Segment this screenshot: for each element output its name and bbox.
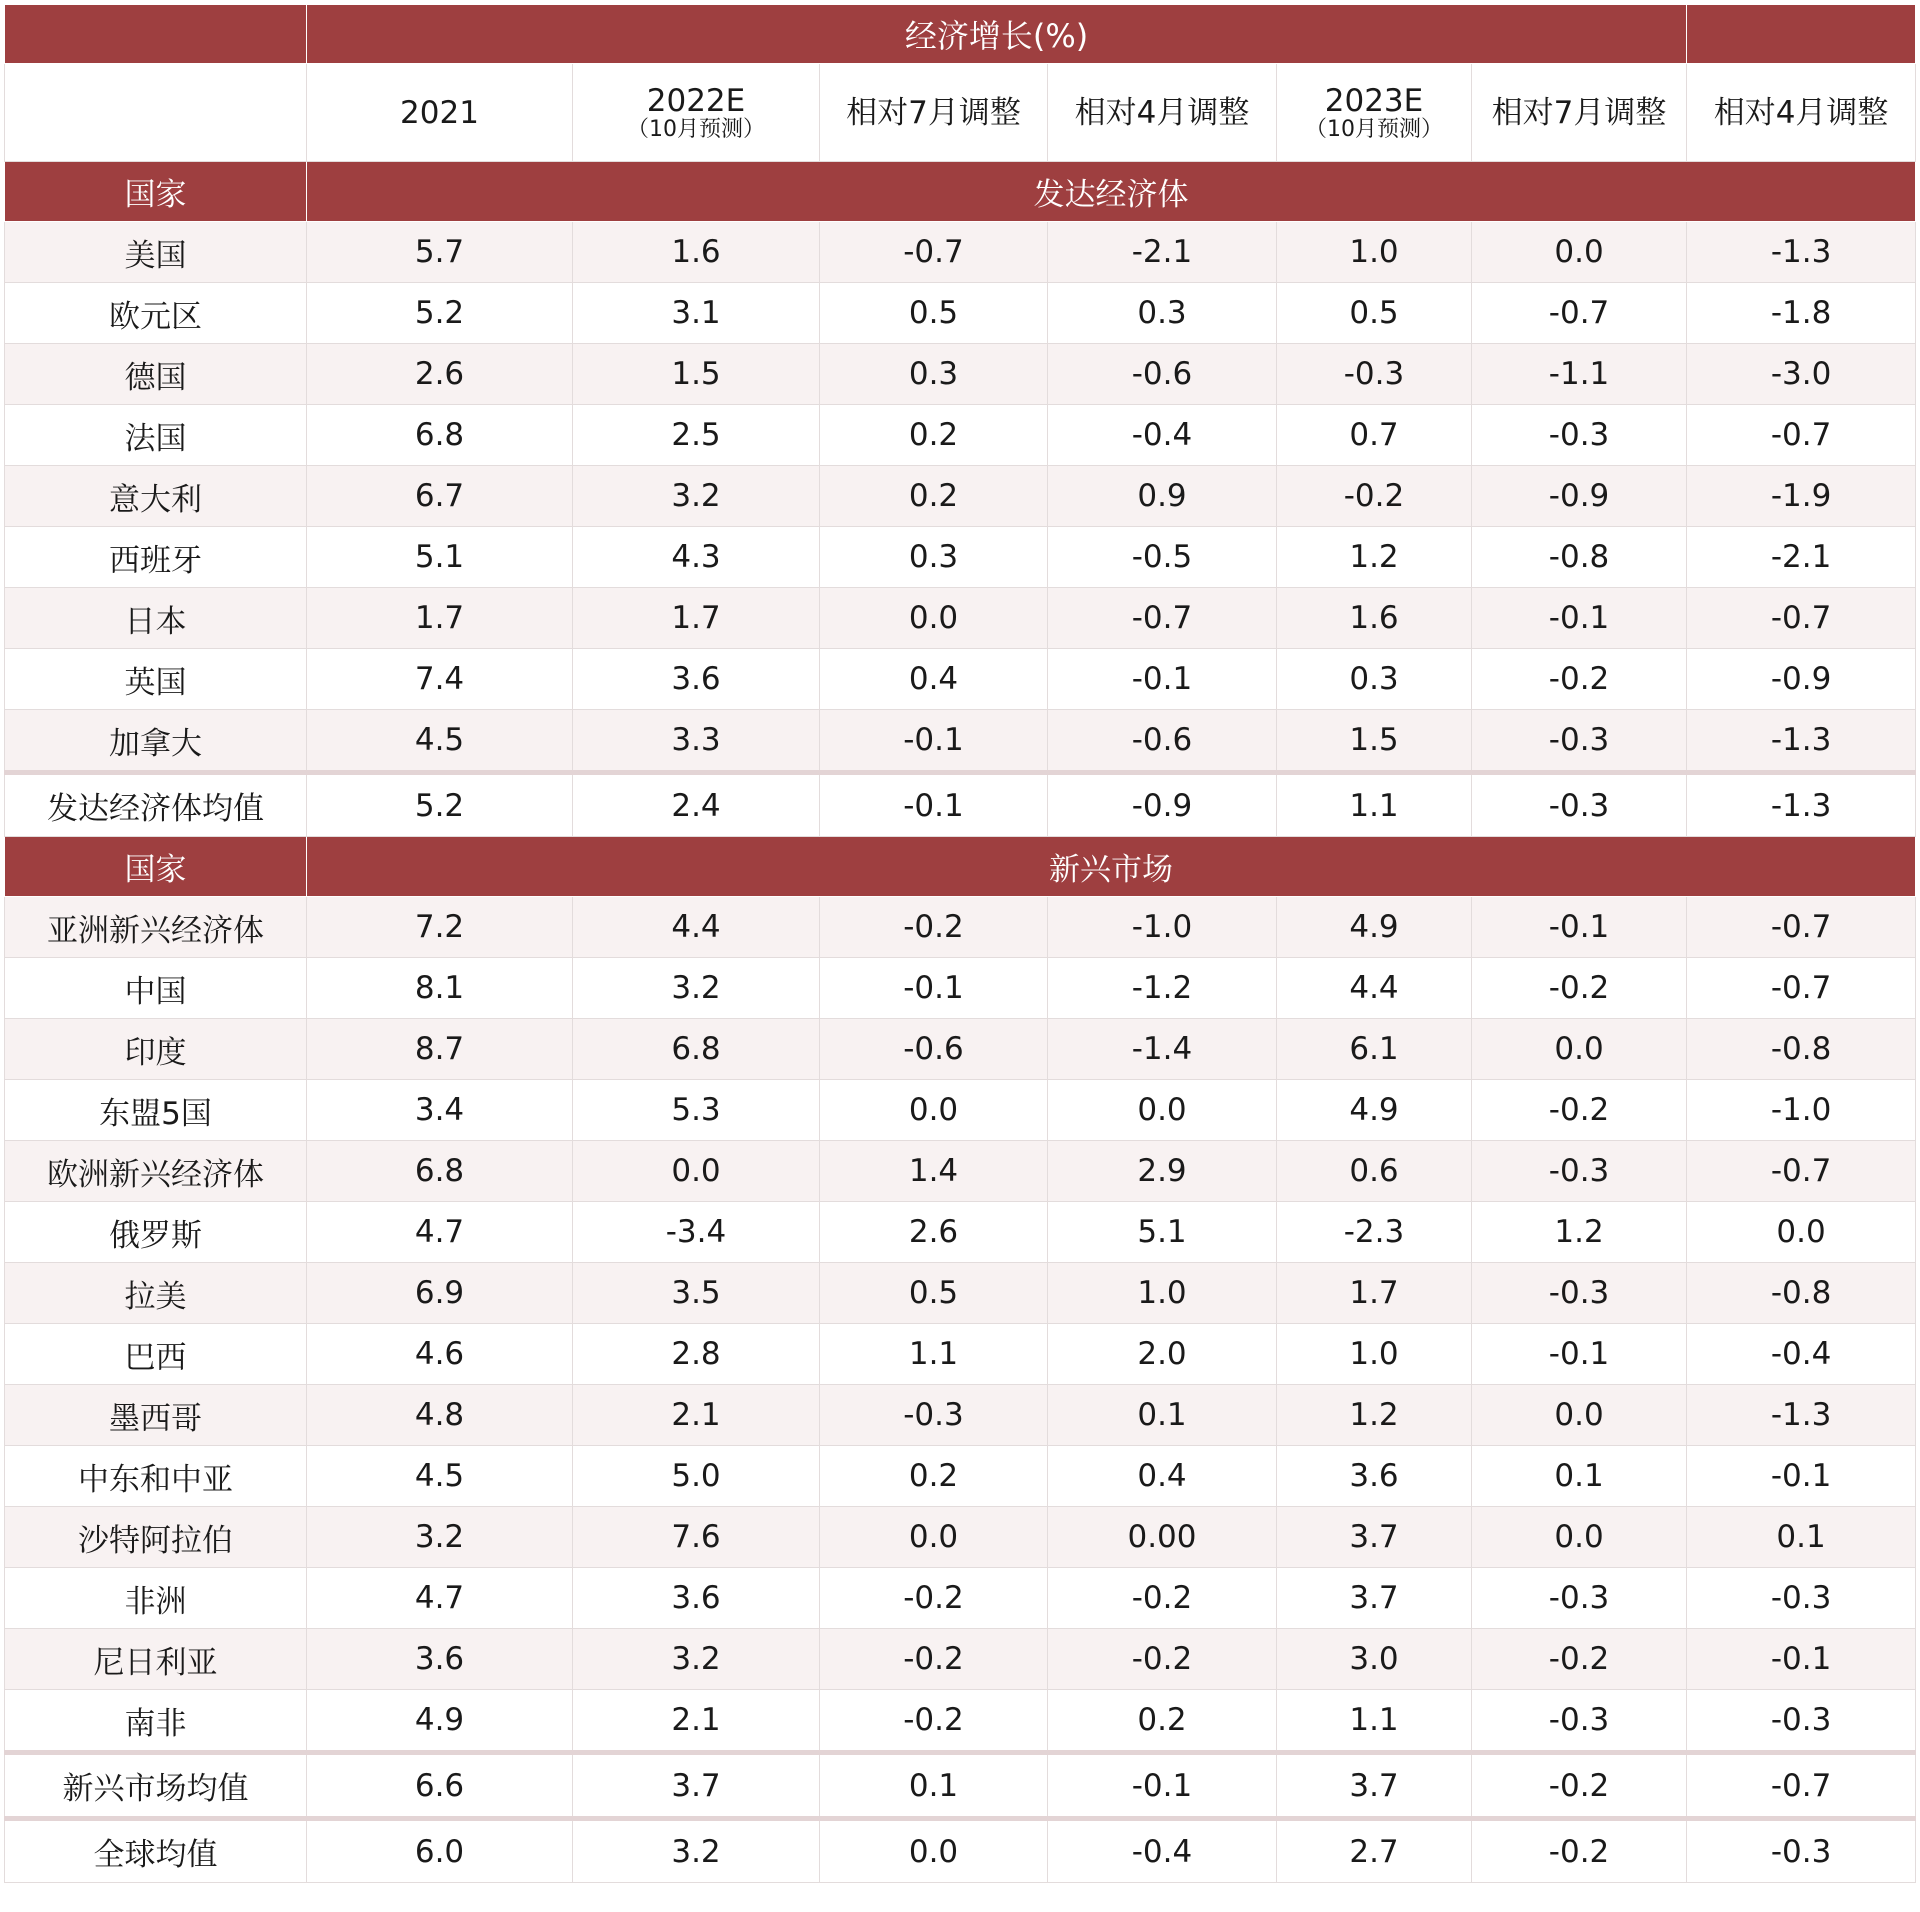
value-cell: -0.8 xyxy=(1687,1019,1916,1080)
table-row xyxy=(5,1019,1916,1080)
table-row xyxy=(5,958,1916,1019)
country-name: 巴西 xyxy=(5,1324,307,1385)
value-cell: -0.2 xyxy=(1472,1629,1687,1690)
value-cell: 0.0 xyxy=(820,588,1048,649)
value-cell: 6.8 xyxy=(573,1019,820,1080)
column-header xyxy=(307,64,573,162)
value-cell: 1.7 xyxy=(1277,1263,1472,1324)
value-cell: 1.7 xyxy=(573,588,820,649)
value-cell: 4.9 xyxy=(307,1690,573,1753)
value-cell: 1.6 xyxy=(1277,588,1472,649)
value-cell: -0.2 xyxy=(820,1629,1048,1690)
country-name: 意大利 xyxy=(5,466,307,527)
country-name: 南非 xyxy=(5,1690,307,1753)
value-cell: 1.1 xyxy=(1277,1690,1472,1753)
table-row xyxy=(5,1080,1916,1141)
value-cell: 5.2 xyxy=(307,773,573,837)
column-header xyxy=(1048,64,1277,162)
value-cell: 0.0 xyxy=(1472,222,1687,283)
value-cell: 0.0 xyxy=(1472,1507,1687,1568)
value-cell: -0.3 xyxy=(1472,773,1687,837)
column-header-row xyxy=(5,64,1916,162)
value-cell: 2.4 xyxy=(573,773,820,837)
average-name: 全球均值 xyxy=(5,1819,307,1883)
country-name: 沙特阿拉伯 xyxy=(5,1507,307,1568)
country-name: 中东和中亚 xyxy=(5,1446,307,1507)
value-cell: -3.4 xyxy=(573,1202,820,1263)
value-cell: 3.7 xyxy=(1277,1753,1472,1819)
value-cell: 2.6 xyxy=(307,344,573,405)
value-cell: 0.3 xyxy=(820,527,1048,588)
value-cell: 1.0 xyxy=(1277,222,1472,283)
value-cell: 6.9 xyxy=(307,1263,573,1324)
value-cell: 8.7 xyxy=(307,1019,573,1080)
value-cell: 0.1 xyxy=(1472,1446,1687,1507)
value-cell: -0.7 xyxy=(1687,958,1916,1019)
value-cell: 0.0 xyxy=(820,1819,1048,1883)
value-cell: 0.3 xyxy=(820,344,1048,405)
value-cell: -0.2 xyxy=(1048,1568,1277,1629)
value-cell: -0.8 xyxy=(1472,527,1687,588)
value-cell: -0.4 xyxy=(1687,1324,1916,1385)
value-cell: 3.2 xyxy=(307,1507,573,1568)
value-cell: -0.3 xyxy=(1472,1263,1687,1324)
value-cell: 1.1 xyxy=(820,1324,1048,1385)
value-cell: -1.0 xyxy=(1048,897,1277,958)
table-row xyxy=(5,1629,1916,1690)
value-cell: 3.2 xyxy=(573,958,820,1019)
value-cell: 3.7 xyxy=(573,1753,820,1819)
value-cell: 6.0 xyxy=(307,1819,573,1883)
value-cell: 4.9 xyxy=(1277,897,1472,958)
value-cell: 0.3 xyxy=(1048,283,1277,344)
value-cell: 3.6 xyxy=(573,649,820,710)
column-header-label: 2023E xyxy=(1324,82,1424,119)
value-cell: 4.9 xyxy=(1277,1080,1472,1141)
country-name: 英国 xyxy=(5,649,307,710)
value-cell: -0.3 xyxy=(1472,1141,1687,1202)
value-cell: -0.7 xyxy=(1048,588,1277,649)
value-cell: -0.6 xyxy=(820,1019,1048,1080)
value-cell: -0.1 xyxy=(1472,1324,1687,1385)
column-header xyxy=(1472,64,1687,162)
value-cell: -0.3 xyxy=(1277,344,1472,405)
value-cell: 0.3 xyxy=(1277,649,1472,710)
table-row xyxy=(5,222,1916,283)
value-cell: 4.7 xyxy=(307,1202,573,1263)
value-cell: 8.1 xyxy=(307,958,573,1019)
value-cell: -1.9 xyxy=(1687,466,1916,527)
value-cell: 2.0 xyxy=(1048,1324,1277,1385)
value-cell: 0.5 xyxy=(820,1263,1048,1324)
value-cell: -0.2 xyxy=(1048,1629,1277,1690)
value-cell: -1.4 xyxy=(1048,1019,1277,1080)
title-row xyxy=(5,5,1916,64)
value-cell: -0.1 xyxy=(1472,588,1687,649)
value-cell: -0.8 xyxy=(1687,1263,1916,1324)
value-cell: -0.4 xyxy=(1048,405,1277,466)
value-cell: 1.4 xyxy=(820,1141,1048,1202)
value-cell: 5.0 xyxy=(573,1446,820,1507)
value-cell: 3.7 xyxy=(1277,1507,1472,1568)
value-cell: -1.3 xyxy=(1687,1385,1916,1446)
average-row xyxy=(5,773,1916,837)
value-cell: -0.7 xyxy=(1472,283,1687,344)
value-cell: -0.2 xyxy=(1277,466,1472,527)
country-name: 中国 xyxy=(5,958,307,1019)
value-cell: -0.3 xyxy=(1472,1690,1687,1753)
average-row xyxy=(5,1753,1916,1819)
value-cell: -2.1 xyxy=(1687,527,1916,588)
value-cell: 0.2 xyxy=(1048,1690,1277,1753)
value-cell: 3.6 xyxy=(1277,1446,1472,1507)
value-cell: 0.2 xyxy=(820,1446,1048,1507)
column-header xyxy=(1687,64,1916,162)
value-cell: 0.00 xyxy=(1048,1507,1277,1568)
value-cell: -2.3 xyxy=(1277,1202,1472,1263)
value-cell: 0.4 xyxy=(820,649,1048,710)
country-name: 西班牙 xyxy=(5,527,307,588)
table-title: 经济增长(%) xyxy=(307,5,1687,64)
value-cell: -1.8 xyxy=(1687,283,1916,344)
value-cell: -0.6 xyxy=(1048,710,1277,773)
country-name: 俄罗斯 xyxy=(5,1202,307,1263)
value-cell: 1.1 xyxy=(1277,773,1472,837)
table-row xyxy=(5,1263,1916,1324)
column-header-label: 相对7月调整 xyxy=(846,94,1021,131)
value-cell: 6.1 xyxy=(1277,1019,1472,1080)
value-cell: 0.4 xyxy=(1048,1446,1277,1507)
value-cell: -0.3 xyxy=(1687,1690,1916,1753)
country-name: 加拿大 xyxy=(5,710,307,773)
value-cell: -2.1 xyxy=(1048,222,1277,283)
value-cell: -1.3 xyxy=(1687,222,1916,283)
value-cell: 4.7 xyxy=(307,1568,573,1629)
value-cell: 4.6 xyxy=(307,1324,573,1385)
value-cell: -0.1 xyxy=(1048,1753,1277,1819)
value-cell: 2.5 xyxy=(573,405,820,466)
value-cell: -1.0 xyxy=(1687,1080,1916,1141)
value-cell: 0.0 xyxy=(1472,1385,1687,1446)
value-cell: -0.2 xyxy=(1472,649,1687,710)
value-cell: -0.3 xyxy=(820,1385,1048,1446)
column-header xyxy=(1277,64,1472,162)
value-cell: 0.0 xyxy=(820,1507,1048,1568)
country-name: 非洲 xyxy=(5,1568,307,1629)
value-cell: 3.6 xyxy=(307,1629,573,1690)
value-cell: 3.5 xyxy=(573,1263,820,1324)
table-row xyxy=(5,1690,1916,1753)
average-row xyxy=(5,1819,1916,1883)
value-cell: 2.1 xyxy=(573,1385,820,1446)
column-header-label: 2021 xyxy=(400,94,479,131)
country-name: 美国 xyxy=(5,222,307,283)
title-corner-cell xyxy=(5,5,307,64)
value-cell: 0.0 xyxy=(573,1141,820,1202)
value-cell: 5.3 xyxy=(573,1080,820,1141)
value-cell: 1.5 xyxy=(573,344,820,405)
table-row xyxy=(5,344,1916,405)
value-cell: 1.0 xyxy=(1277,1324,1472,1385)
title-end-cell xyxy=(1687,5,1916,64)
table-row xyxy=(5,1568,1916,1629)
average-name: 新兴市场均值 xyxy=(5,1753,307,1819)
value-cell: 1.5 xyxy=(1277,710,1472,773)
value-cell: 7.4 xyxy=(307,649,573,710)
value-cell: 6.7 xyxy=(307,466,573,527)
value-cell: -0.1 xyxy=(1472,897,1687,958)
value-cell: 5.2 xyxy=(307,283,573,344)
country-name: 欧洲新兴经济体 xyxy=(5,1141,307,1202)
value-cell: -0.2 xyxy=(820,897,1048,958)
section-title: 新兴市场 xyxy=(307,837,1916,897)
value-cell: 3.2 xyxy=(573,1629,820,1690)
value-cell: 0.6 xyxy=(1277,1141,1472,1202)
value-cell: 0.0 xyxy=(1472,1019,1687,1080)
value-cell: 0.5 xyxy=(1277,283,1472,344)
value-cell: 5.1 xyxy=(307,527,573,588)
column-header-corner xyxy=(5,64,307,162)
table-row xyxy=(5,283,1916,344)
value-cell: 6.6 xyxy=(307,1753,573,1819)
value-cell: -3.0 xyxy=(1687,344,1916,405)
table-row xyxy=(5,710,1916,773)
value-cell: 2.8 xyxy=(573,1324,820,1385)
country-name: 墨西哥 xyxy=(5,1385,307,1446)
value-cell: -0.7 xyxy=(1687,1753,1916,1819)
value-cell: -0.9 xyxy=(1687,649,1916,710)
value-cell: 4.4 xyxy=(1277,958,1472,1019)
value-cell: 0.2 xyxy=(820,466,1048,527)
value-cell: -0.1 xyxy=(1687,1446,1916,1507)
table-row xyxy=(5,1141,1916,1202)
value-cell: 1.0 xyxy=(1048,1263,1277,1324)
value-cell: 3.4 xyxy=(307,1080,573,1141)
value-cell: -1.1 xyxy=(1472,344,1687,405)
table-row xyxy=(5,649,1916,710)
value-cell: -0.7 xyxy=(820,222,1048,283)
section-header-row xyxy=(5,837,1916,897)
section-header-row xyxy=(5,162,1916,222)
table-row xyxy=(5,1385,1916,1446)
column-header-label: 相对4月调整 xyxy=(1713,94,1889,131)
growth-forecast-table xyxy=(4,4,1916,1883)
value-cell: -0.2 xyxy=(820,1568,1048,1629)
table-row xyxy=(5,1202,1916,1263)
value-cell: -0.5 xyxy=(1048,527,1277,588)
column-header xyxy=(820,64,1048,162)
value-cell: -0.2 xyxy=(1472,1080,1687,1141)
value-cell: -0.6 xyxy=(1048,344,1277,405)
value-cell: -0.3 xyxy=(1472,1568,1687,1629)
value-cell: 1.2 xyxy=(1277,527,1472,588)
value-cell: -0.7 xyxy=(1687,1141,1916,1202)
country-name: 法国 xyxy=(5,405,307,466)
value-cell: 0.1 xyxy=(820,1753,1048,1819)
value-cell: -0.1 xyxy=(820,773,1048,837)
value-cell: 3.6 xyxy=(573,1568,820,1629)
value-cell: 4.5 xyxy=(307,1446,573,1507)
column-header-label: 相对7月调整 xyxy=(1491,94,1667,131)
country-name: 印度 xyxy=(5,1019,307,1080)
value-cell: -0.3 xyxy=(1687,1568,1916,1629)
value-cell: 0.5 xyxy=(820,283,1048,344)
value-cell: 6.8 xyxy=(307,405,573,466)
country-name: 欧元区 xyxy=(5,283,307,344)
value-cell: -0.1 xyxy=(1048,649,1277,710)
value-cell: 4.8 xyxy=(307,1385,573,1446)
value-cell: 0.9 xyxy=(1048,466,1277,527)
value-cell: 4.4 xyxy=(573,897,820,958)
value-cell: 4.3 xyxy=(573,527,820,588)
country-column-label: 国家 xyxy=(5,162,307,222)
value-cell: -0.3 xyxy=(1687,1819,1916,1883)
value-cell: 0.0 xyxy=(820,1080,1048,1141)
value-cell: -0.7 xyxy=(1687,405,1916,466)
table-row xyxy=(5,527,1916,588)
value-cell: 1.2 xyxy=(1277,1385,1472,1446)
value-cell: -0.7 xyxy=(1687,588,1916,649)
value-cell: -0.7 xyxy=(1687,897,1916,958)
value-cell: -0.2 xyxy=(1472,1819,1687,1883)
value-cell: 3.0 xyxy=(1277,1629,1472,1690)
value-cell: 6.8 xyxy=(307,1141,573,1202)
value-cell: 1.7 xyxy=(307,588,573,649)
value-cell: 0.1 xyxy=(1048,1385,1277,1446)
section-title: 发达经济体 xyxy=(307,162,1916,222)
country-name: 东盟5国 xyxy=(5,1080,307,1141)
country-name: 日本 xyxy=(5,588,307,649)
value-cell: 2.7 xyxy=(1277,1819,1472,1883)
table-row xyxy=(5,405,1916,466)
value-cell: 3.2 xyxy=(573,1819,820,1883)
value-cell: -0.3 xyxy=(1472,405,1687,466)
value-cell: -0.9 xyxy=(1472,466,1687,527)
value-cell: 3.3 xyxy=(573,710,820,773)
value-cell: 0.7 xyxy=(1277,405,1472,466)
value-cell: -0.1 xyxy=(820,958,1048,1019)
table-row xyxy=(5,1324,1916,1385)
value-cell: 2.6 xyxy=(820,1202,1048,1263)
column-header-label: 2022E xyxy=(646,82,746,119)
value-cell: 7.2 xyxy=(307,897,573,958)
value-cell: -0.1 xyxy=(1687,1629,1916,1690)
column-header-sublabel: （10月预测） xyxy=(627,116,765,142)
table-row xyxy=(5,1507,1916,1568)
value-cell: 0.0 xyxy=(1687,1202,1916,1263)
average-name: 发达经济体均值 xyxy=(5,773,307,837)
value-cell: 1.2 xyxy=(1472,1202,1687,1263)
country-name: 尼日利亚 xyxy=(5,1629,307,1690)
column-header xyxy=(573,64,820,162)
value-cell: -0.9 xyxy=(1048,773,1277,837)
value-cell: 3.7 xyxy=(1277,1568,1472,1629)
value-cell: 3.2 xyxy=(573,466,820,527)
table-row xyxy=(5,897,1916,958)
country-name: 亚洲新兴经济体 xyxy=(5,897,307,958)
value-cell: 0.2 xyxy=(820,405,1048,466)
value-cell: 3.1 xyxy=(573,283,820,344)
table-row xyxy=(5,1446,1916,1507)
value-cell: 4.5 xyxy=(307,710,573,773)
value-cell: -0.2 xyxy=(1472,1753,1687,1819)
value-cell: -1.3 xyxy=(1687,773,1916,837)
value-cell: 1.6 xyxy=(573,222,820,283)
value-cell: -1.2 xyxy=(1048,958,1277,1019)
country-name: 德国 xyxy=(5,344,307,405)
value-cell: -0.4 xyxy=(1048,1819,1277,1883)
value-cell: 0.0 xyxy=(1048,1080,1277,1141)
country-column-label: 国家 xyxy=(5,837,307,897)
value-cell: 7.6 xyxy=(573,1507,820,1568)
value-cell: -1.3 xyxy=(1687,710,1916,773)
value-cell: 5.7 xyxy=(307,222,573,283)
value-cell: 5.1 xyxy=(1048,1202,1277,1263)
value-cell: -0.2 xyxy=(1472,958,1687,1019)
value-cell: 0.1 xyxy=(1687,1507,1916,1568)
column-header-label: 相对4月调整 xyxy=(1074,94,1250,131)
value-cell: 2.9 xyxy=(1048,1141,1277,1202)
table-row xyxy=(5,588,1916,649)
value-cell: -0.3 xyxy=(1472,710,1687,773)
column-header-sublabel: （10月预测） xyxy=(1305,116,1443,142)
value-cell: -0.1 xyxy=(820,710,1048,773)
table-row xyxy=(5,466,1916,527)
value-cell: -0.2 xyxy=(820,1690,1048,1753)
country-name: 拉美 xyxy=(5,1263,307,1324)
value-cell: 2.1 xyxy=(573,1690,820,1753)
